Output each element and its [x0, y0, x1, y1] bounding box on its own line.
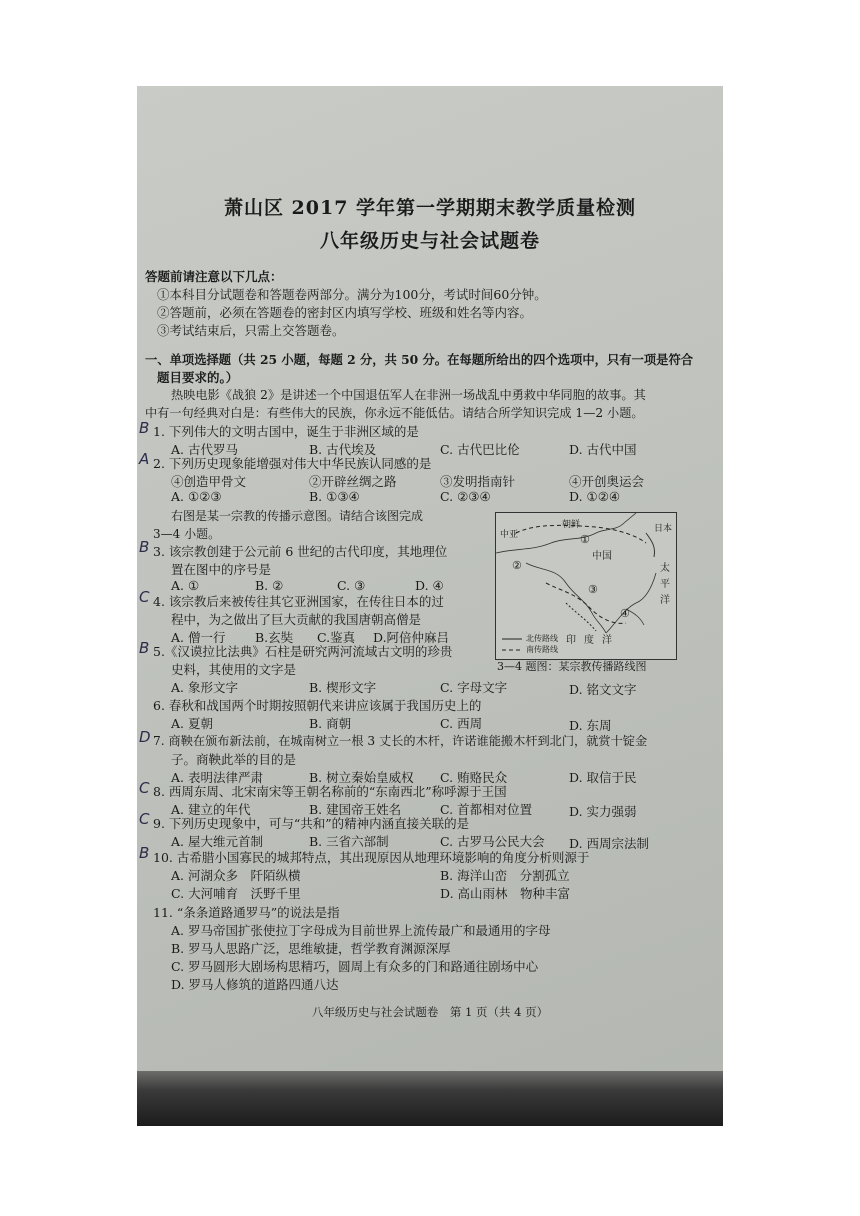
map-intro-1: 右图是某一宗教的传播示意图。请结合该图完成 — [171, 509, 424, 523]
map-caption: 3—4 题图：某宗教传播路线图 — [497, 660, 647, 673]
intro-line-2: 中有一句经典对白是：有些伟大的民族，你永远不能低估。请结合所学知识完成 1—2 小题。 — [145, 406, 644, 420]
q10-stem: 10. 古希腊小国寡民的城邦特点，其出现原因从地理环境影响的角度分析则源于 — [153, 850, 590, 865]
q6-stem: 6. 春秋和战国两个时期按照朝代来讲应该属于我国历史上的 — [153, 698, 482, 713]
map-label-indian-ocean: 印度洋 — [566, 635, 620, 646]
q9-stem: 9. 下列历史现象中，可与“共和”的精神内涵直接关联的是 — [153, 816, 470, 831]
q1-option-b: B. 古代埃及 — [309, 442, 377, 457]
q11-option-d: D. 罗马人修筑的道路四通八达 — [171, 977, 339, 992]
q10-option-c: C. 大河哺育 沃野千里 — [171, 886, 301, 901]
q10-option-b: B. 海洋山峦 分割孤立 — [440, 868, 570, 883]
q9-option-d: D. 西周宗法制 — [569, 836, 650, 851]
q5-stem-2: 史料，其使用的文字是 — [171, 662, 297, 677]
map-label-korea: 朝鲜 — [562, 520, 581, 530]
q6-option-d: D. 东周 — [569, 718, 612, 733]
q7-option-d: D. 取信于民 — [569, 770, 637, 785]
page-footer: 八年级历史与社会试题卷 第 1 页（共 4 页） — [311, 1005, 549, 1019]
q7-stem-2: 子。商鞅此举的目的是 — [171, 752, 297, 767]
q7-option-a: A. 表明法律严肃 — [171, 770, 263, 785]
handwritten-answer: B — [139, 419, 150, 437]
q10-option-a: A. 河湖众多 阡陌纵横 — [171, 868, 301, 883]
q2-option-c: C. ②③④ — [440, 489, 491, 504]
q3-stem-2: 置在图中的序号是 — [171, 562, 272, 577]
q6-option-a: A. 夏朝 — [171, 716, 213, 731]
q2-item-4: ④开创奥运会 — [569, 474, 645, 489]
q2-option-b: B. ①③④ — [309, 489, 360, 504]
q2-stem: 2. 下列历史现象能增强对伟大中华民族认同感的是 — [153, 456, 432, 471]
handwritten-answer: A — [139, 450, 150, 468]
map-marker-2: ② — [512, 559, 522, 572]
photo-dark-edge — [137, 1071, 723, 1126]
handwritten-answer: B — [139, 538, 150, 556]
q7-option-b: B. 树立秦始皇威权 — [309, 770, 414, 785]
q11-option-b: B. 罗马人思路广泛，思维敏捷，哲学教育渊源深厚 — [171, 941, 451, 956]
map-label-china: 中国 — [592, 551, 612, 562]
notice-item-1: ①本科目分试题卷和答题卷两部分。满分为100分，考试时间60分钟。 — [157, 287, 547, 302]
q5-option-a: A. 象形文字 — [171, 680, 238, 695]
exam-subtitle: 八年级历史与社会试题卷 — [319, 230, 540, 252]
map-marker-3: ③ — [588, 583, 598, 596]
exam-photo — [137, 86, 723, 1126]
q3-option-d: D. ④ — [415, 578, 444, 593]
notice-item-2: ②答题前，必须在答题卷的密封区内填写学校、班级和姓名等内容。 — [157, 305, 533, 320]
handwritten-answer: D — [139, 728, 151, 746]
q9-option-b: B. 三省六部制 — [309, 834, 389, 849]
map-legend-north: 北传路线 — [526, 634, 558, 643]
q8-option-a: A. 建立的年代 — [171, 802, 251, 817]
map-marker-4: ④ — [620, 607, 630, 620]
q2-option-d: D. ①②④ — [569, 489, 621, 504]
q9-option-a: A. 屋大维元首制 — [171, 834, 263, 849]
map-legend-south: 南传路线 — [526, 645, 558, 654]
q6-option-c: C. 西周 — [440, 716, 483, 731]
q7-stem-1: 7. 商鞅在颁布新法前，在城南树立一根 3 丈长的木杆，许诺谁能搬木杆到北门，就赏十锭金 — [153, 734, 648, 748]
q4-option-c: C.鉴真 — [317, 630, 356, 645]
q8-option-c: C. 首都相对位置 — [440, 802, 533, 817]
q2-item-3: ③发明指南针 — [440, 474, 516, 489]
map-intro-2: 3—4 小题。 — [153, 527, 221, 541]
q8-option-d: D. 实力强弱 — [569, 804, 637, 819]
q4-option-d: D.阿倍仲麻吕 — [373, 630, 450, 645]
q5-option-b: B. 楔形文字 — [309, 680, 377, 695]
q6-option-b: B. 商朝 — [309, 716, 352, 731]
q8-option-b: B. 建国帝王姓名 — [309, 802, 402, 817]
map-marker-1: ① — [580, 533, 590, 546]
q2-item-1: ④创造甲骨文 — [171, 474, 247, 489]
intro-line-1: 热映电影《战狼 2》是讲述一个中国退伍军人在非洲一场战乱中勇救中华同胞的故事。其 — [171, 388, 646, 402]
q11-stem: 11. “条条道路通罗马”的说法是指 — [153, 905, 340, 920]
section-heading: 一、单项选择题（共 25 小题，每题 2 分，共 50 分。在每题所给出的四个选项中，只有一项是符合 — [145, 352, 694, 367]
q11-option-c: C. 罗马圆形大剧场构思精巧，圆周上有众多的门和路通往剧场中心 — [171, 959, 539, 974]
q2-item-2: ②开辟丝绸之路 — [309, 474, 397, 489]
q1-stem: 1. 下列伟大的文明古国中，诞生于非洲区域的是 — [153, 424, 419, 439]
q5-option-c: C. 字母文字 — [440, 680, 508, 695]
notice-heading: 答题前请注意以下几点： — [145, 269, 283, 284]
q3-option-c: C. ③ — [337, 578, 366, 593]
q2-option-a: A. ①②③ — [171, 489, 222, 504]
map-label-central-asia: 中亚 — [500, 530, 519, 540]
q8-stem: 8. 西周东周、北宋南宋等王朝名称前的“东南西北”称呼源于王国 — [153, 784, 507, 799]
q7-option-c: C. 贿赂民众 — [440, 770, 508, 785]
q10-option-d: D. 高山雨林 物种丰富 — [440, 886, 571, 901]
handwritten-answer: B — [139, 639, 150, 657]
q5-stem-1: 5.《汉谟拉比法典》石柱是研究两河流域古文明的珍贵 — [153, 644, 453, 659]
handwritten-answer: C — [139, 588, 150, 606]
q9-option-c: C. 古罗马公民大会 — [440, 834, 545, 849]
section-heading-2: 题目要求的。） — [157, 370, 239, 385]
q4-stem-2: 程中，为之做出了巨大贡献的我国唐朝高僧是 — [171, 612, 422, 627]
notice-item-3: ③考试结束后，只需上交答题卷。 — [157, 323, 345, 338]
q11-option-a: A. 罗马帝国扩张使拉丁字母成为目前世界上流传最广和最通用的字母 — [171, 923, 551, 938]
handwritten-answer: C — [139, 810, 150, 828]
exam-title: 萧山区 2017 学年第一学期期末教学质量检测 — [223, 197, 637, 219]
q1-option-a: A. 古代罗马 — [171, 442, 238, 457]
q5-option-d: D. 铭文文字 — [569, 682, 637, 697]
q4-option-b: B.玄奘 — [255, 630, 294, 645]
q3-stem-1: 3. 该宗教创建于公元前 6 世纪的古代印度，其地理位 — [153, 544, 448, 559]
q1-option-c: C. 古代巴比伦 — [440, 442, 520, 457]
q1-option-d: D. 古代中国 — [569, 442, 637, 457]
map-label-pacific: 太平洋 — [660, 563, 670, 606]
q4-stem-1: 4. 该宗教后来被传往其它亚洲国家，在传往日本的过 — [153, 594, 444, 609]
q4-option-a: A. 僧一行 — [171, 630, 226, 645]
handwritten-answer: B — [139, 844, 150, 862]
q3-option-b: B. ② — [255, 578, 284, 593]
map-label-japan: 日本 — [654, 524, 673, 534]
handwritten-answer: C — [139, 779, 150, 797]
q3-option-a: A. ① — [171, 578, 200, 593]
religion-spread-map — [495, 512, 677, 660]
